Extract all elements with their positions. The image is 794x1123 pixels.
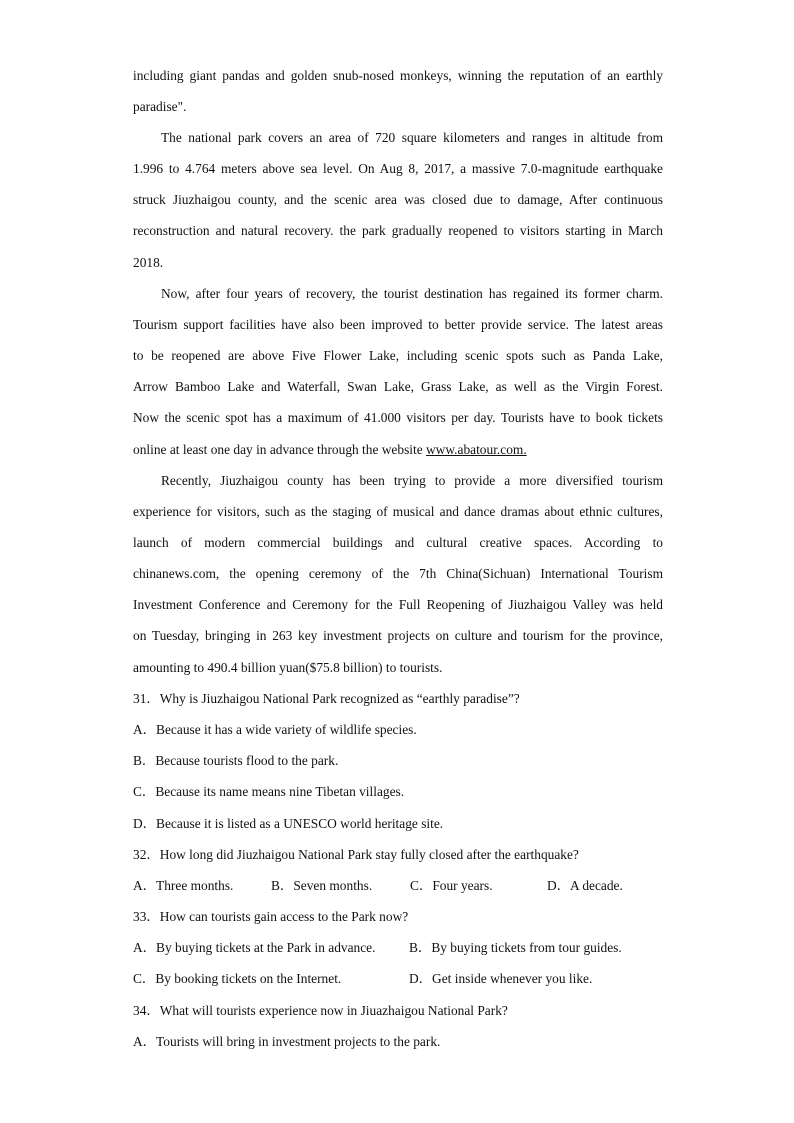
question-stem: 34．What will tourists experience now in Jiuazhaigou National Park?: [133, 1003, 508, 1018]
answer-option: A．Because it has a wide variety of wildlife species.: [133, 722, 417, 737]
passage-line: on Tuesday, bringing in 263 key investment projects on culture and tourism for the province,: [133, 628, 663, 643]
passage-line: amounting to 490.4 billion yuan($75.8 billion) to tourists.: [133, 660, 443, 675]
passage-line: Investment Conference and Ceremony for the Full Reopening of Jiuzhaigou Valley was held: [133, 597, 663, 612]
passage-line: [133, 441, 663, 459]
passage-line: experience for visitors, such as the staging of musical and dance dramas about ethnic cultures,: [133, 504, 663, 519]
passage-line: 2018.: [133, 255, 164, 270]
answer-option: B．By buying tickets from tour guides.: [409, 940, 622, 955]
passage-line: Tourism support facilities have also been improved to better provide service. The latest areas: [133, 317, 663, 332]
passage-line: reconstruction and natural recovery. the park gradually reopened to visitors starting in March: [133, 223, 663, 238]
answer-option: C．Four years.: [410, 878, 493, 893]
question-stem: 31．Why is Jiuzhaigou National Park recognized as “earthly paradise”?: [133, 691, 520, 706]
answer-options-row: [133, 970, 663, 988]
passage-text: online at least one day in advance through the website: [133, 442, 427, 457]
answer-option: A．By buying tickets at the Park in advance.: [133, 940, 376, 955]
answer-option: C．Because its name means nine Tibetan villages.: [133, 784, 405, 799]
passage-line: Recently, Jiuzhaigou county has been trying to provide a more diversified tourism: [161, 473, 663, 488]
answer-option: D．Get inside whenever you like.: [409, 971, 593, 986]
answer-option: B．Seven months.: [271, 878, 373, 893]
passage-line: launch of modern commercial buildings and cultural creative spaces. According to: [133, 535, 663, 550]
passage-line: 1.996 to 4.764 meters above sea level. On Aug 8, 2017, a massive 7.0-magnitude earthquake: [133, 161, 663, 176]
passage-line: chinanews.com, the opening ceremony of the 7th China(Sichuan) International Tourism: [133, 566, 663, 581]
answer-options-row: [133, 877, 663, 895]
passage-line: to be reopened are above Five Flower Lake, including scenic spots such as Panda Lake,: [133, 348, 663, 363]
passage-line: Arrow Bamboo Lake and Waterfall, Swan Lake, Grass Lake, as well as the Virgin Forest.: [133, 379, 663, 394]
answer-option: B．Because tourists flood to the park.: [133, 753, 339, 768]
answer-options-row: [133, 939, 663, 957]
answer-option: C．By booking tickets on the Internet.: [133, 971, 342, 986]
question-stem: 33．How can tourists gain access to the Park now?: [133, 909, 409, 924]
answer-option: A．Three months.: [133, 878, 234, 893]
answer-option: A．Tourists will bring in investment projects to the park.: [133, 1034, 441, 1049]
passage-line: paradise".: [133, 99, 187, 114]
passage-line: The national park covers an area of 720 square kilometers and ranges in altitude from: [161, 130, 663, 145]
answer-option: D．Because it is listed as a UNESCO world heritage site.: [133, 816, 444, 831]
question-stem: 32．How long did Jiuzhaigou National Park stay fully closed after the earthquake?: [133, 847, 579, 862]
answer-option: D．A decade.: [547, 878, 623, 893]
passage-line: struck Jiuzhaigou county, and the scenic area was closed due to damage, After continuous: [133, 192, 663, 207]
website-link[interactable]: www.abatour.com.: [426, 442, 527, 457]
passage-line: Now, after four years of recovery, the tourist destination has regained its former charm.: [161, 286, 663, 301]
passage-line: including giant pandas and golden snub-nosed monkeys, winning the reputation of an earthly: [133, 68, 663, 83]
passage-line: Now the scenic spot has a maximum of 41.000 visitors per day. Tourists have to book tickets: [133, 410, 663, 425]
